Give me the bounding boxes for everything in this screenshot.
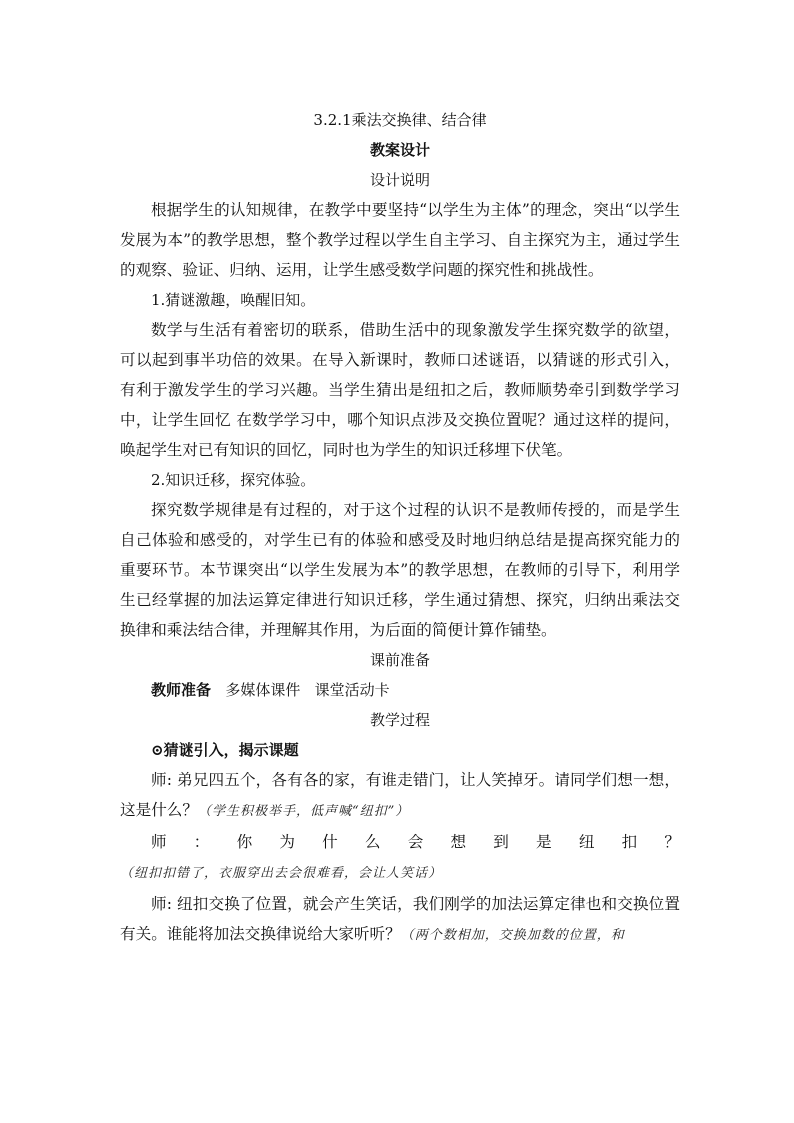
point1-paragraph: 数学与生活有着密切的联系，借助生活中的现象激发学生探究数学的欲望，可以起到事半功倍的效果。在导入新课时，教师口述谜语，以猜谜的形式引入，有利于激发学生的学习兴趣。当学生猜出是纽扣之后，教师顺势牵引到数学学习中，让学生回忆 在数学学习中，哪个知识点涉及交换位置呢？通过这样的提问，唤起学生对已有知识的回忆，同时也为学生的知识迁移埋下伏笔。 <box>120 321 680 459</box>
point2-paragraph: 探究数学规律是有过程的，对于这个过程的认识不是教师传授的，而是学生自己体验和感受的，对学生已有的体验和感受及时地归纳总结是提高探究能力的重要环节。本节课突出“以学生发展为本”的教学思想，在教师的引导下，利用学生已经掌握的加法运算定律进行知识迁移，学生通过猜想、探究，归纳出乘法交换律和乘法结合律，并理解其作用，为后面的简便计算作铺垫。 <box>120 501 680 639</box>
dialog-text: 师: 纽扣交换了位置，就会产生笑话，我们刚学的加法运算定律也和交换位置有关。谁能将加法交换律说给大家听听？ <box>120 895 680 943</box>
design-heading: 设计说明 <box>369 171 430 189</box>
design-intro-paragraph: 根据学生的认知规律，在教学中要坚持“以学生为主体”的理念，突出“以学生发展为本”的教学思想，整个教学过程以学生自主学习、自主探究为主，通过学生的观察、验证、归纳、运用，让学生感受数学问题的探究性和挑战性。 <box>120 201 680 279</box>
document-subtitle: 教案设计 <box>369 141 430 159</box>
prep-heading: 课前准备 <box>369 651 430 669</box>
dialog-line <box>120 765 680 827</box>
section-heading: ⊙猜谜引入，揭示课题 <box>151 741 299 759</box>
dialog-note: （纽扣扣错了，衣服穿出去会很难看，会让人笑话） <box>120 866 443 881</box>
dialog-line <box>120 889 680 951</box>
dialog-note: （学生积极举手，低声喊“纽扣”） <box>197 804 410 819</box>
point1-title: 1.猜谜激趣，唤醒旧知。 <box>151 291 316 309</box>
dialog-note: （两个数相加，交换加数的位置，和 <box>400 928 625 943</box>
process-heading: 教学过程 <box>369 711 430 729</box>
prep-line <box>120 675 680 705</box>
prep-items: 多媒体课件 课堂活动卡 <box>225 681 390 699</box>
dialog-text: 师：你为什么会想到是纽扣？ <box>151 833 680 851</box>
document-title: 3.2.1乘法交换律、结合律 <box>313 111 487 129</box>
prep-label: 教师准备 <box>151 681 212 699</box>
dialog-text: 师: 弟兄四五个，各有各的家，有谁走错门，让人笑掉牙。请同学们想一想，这是什么？ <box>120 771 680 819</box>
point2-title: 2.知识迁移，探究体验。 <box>151 471 316 489</box>
document-page <box>120 105 680 951</box>
dialog-line <box>120 827 680 889</box>
